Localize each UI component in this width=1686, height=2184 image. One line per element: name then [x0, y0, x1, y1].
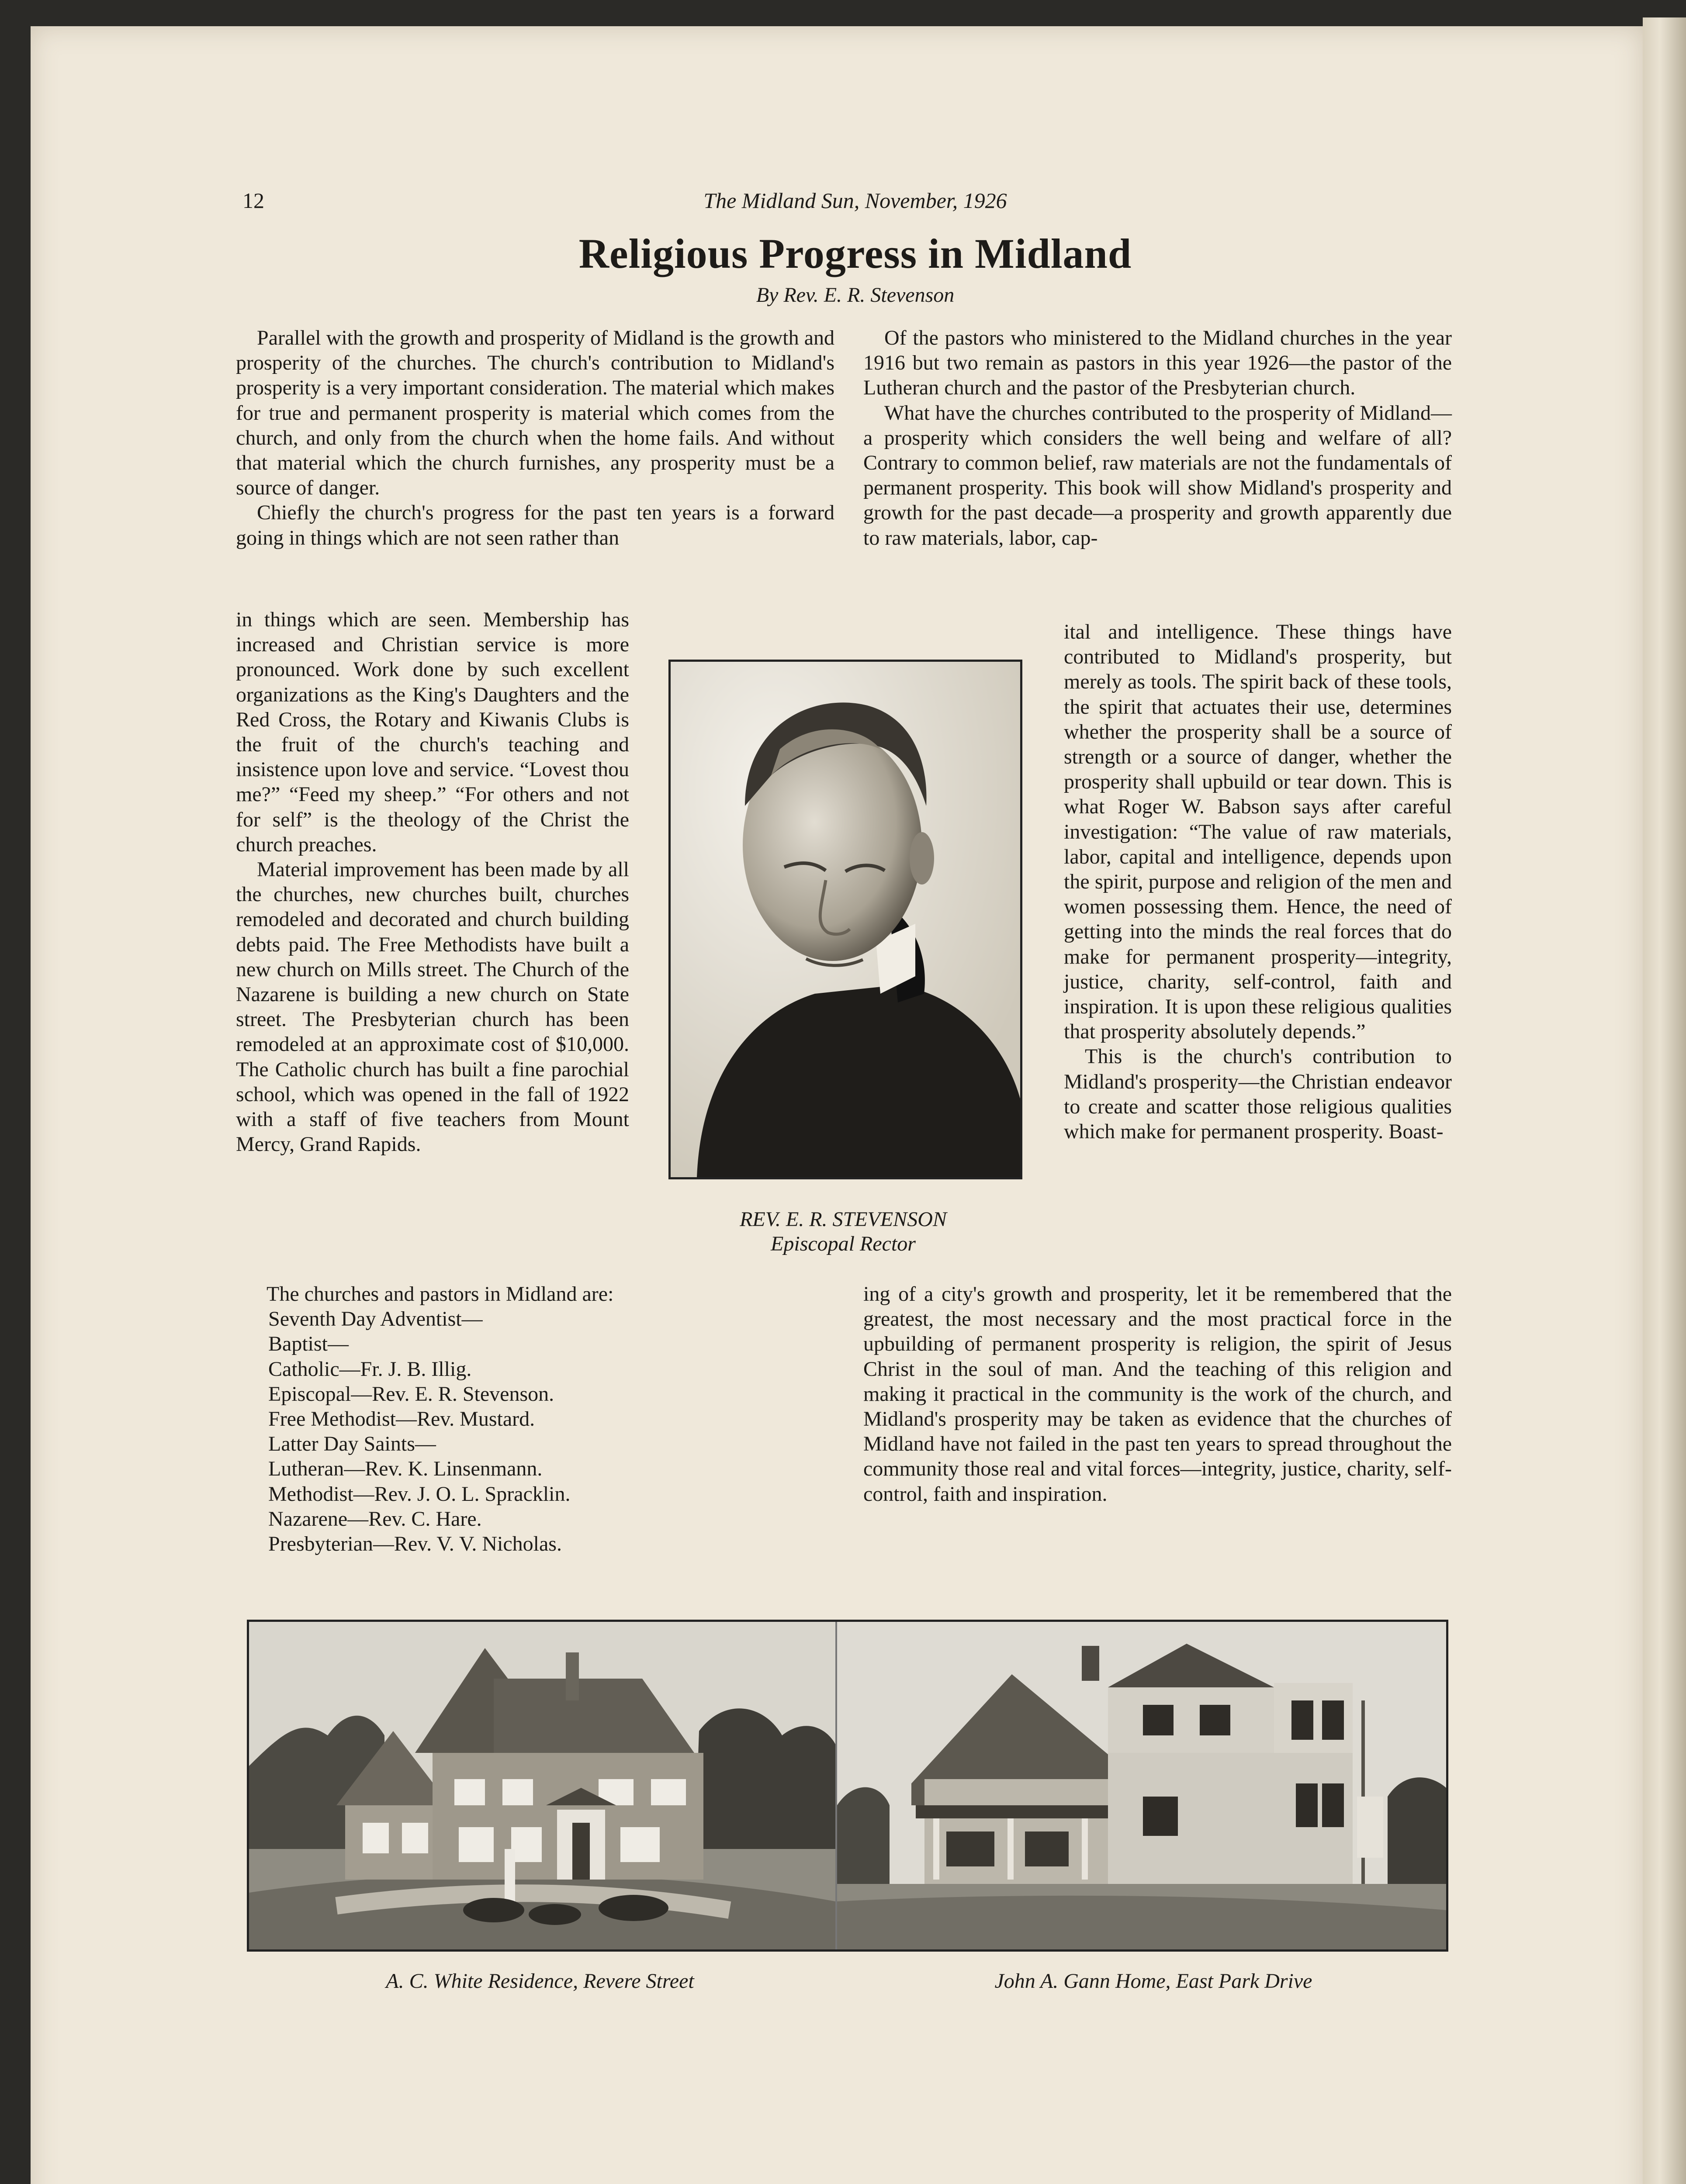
portrait-caption-title: Episcopal Rector — [771, 1232, 916, 1255]
church-list-item: Seventh Day Adventist— — [268, 1307, 483, 1331]
byline: By Rev. E. R. Stevenson — [756, 283, 955, 307]
portrait-caption-name: REV. E. R. STEVENSON — [740, 1208, 947, 1231]
portrait-photo — [668, 660, 1022, 1179]
gann-home-image — [837, 1622, 1446, 1949]
church-list-item: Latter Day Saints— — [268, 1432, 436, 1456]
right-photo-caption: John A. Gann Home, East Park Drive — [994, 1970, 1312, 1993]
paragraph: Of the pastors who ministered to the Midland churches in the year 1916 but two remain as pastors in this year 1926—the pastor of the Lutheran church and the pastor of the Presbyterian church. — [863, 326, 1452, 400]
paragraph: This is the church's contribution to Midland's prosperity—the Christian endeavor to create and scatter those religious qualities which make for permanent prosperity. Boast- — [1064, 1045, 1452, 1144]
church-list-item: Presbyterian—Rev. V. V. Nicholas. — [268, 1532, 562, 1556]
church-list-item: Nazarene—Rev. C. Hare. — [268, 1507, 482, 1531]
page-number: 12 — [242, 188, 264, 213]
left-photo-caption: A. C. White Residence, Revere Street — [386, 1970, 694, 1993]
page-edge — [1643, 17, 1686, 2184]
portrait-caption — [634, 1207, 1053, 1256]
paragraph: What have the churches contributed to the prosperity of Midland—a prosperity which considers the well being and welfare of all? Contrary to common belief, raw materials are not the fundamentals of permanent prosperity. This book will show Midland's prosperity and growth for the past decade—a prosperity and growth apparently due to raw materials, labor, cap- — [863, 401, 1452, 549]
church-list-item: Episcopal—Rev. E. R. Stevenson. — [268, 1382, 554, 1406]
running-head — [242, 188, 1468, 218]
church-list-item: Lutheran—Rev. K. Linsenmann. — [268, 1457, 543, 1481]
right-column-bottom — [863, 1282, 1452, 1507]
paragraph-continued: in things which are seen. Membership has increased and Christian service is more pronounced. Work done by such excellent organizations as the King's Daughters and the Red Cross, the Rotary and Kiwanis Clubs is the fruit of the church's teaching and insistence upon love and service. “Lovest thou me?” “Feed my sheep.” “For others and not for self” is the theology of the Christ the church preaches. — [236, 608, 629, 856]
article-title: Religious Progress in Midland — [578, 230, 1132, 277]
paragraph: Material improvement has been made by all the churches, new churches built, churches remodeled and decorated and church building debts paid. The Free Methodists have built a new church on Mills street. The Church of the Nazarene is building a new church on State street. The Presbyterian church has been remodeled at an approximate cost of $10,000. The Catholic church has built a fine parochial school, which was opened in the fall of 1922 with a staff of five teachers from Mount Mercy, Grand Rapids. — [236, 858, 629, 1156]
white-residence-image — [249, 1622, 835, 1949]
paragraph-continued: ing of a city's growth and prosperity, let it be remembered that the greatest, the most necessary and the most practical force in the upbuilding of permanent prosperity is religion, the spirit of Jesus Christ in the soul of man. And the teaching of this religion and making it practical in the community is the work of the church, and Midland's prosperity may be taken as evidence that the churches of Midland have not failed in the past ten years to spread throughout the community those real and vital forces—integrity, justice, charity, self-control, faith and inspiration. — [863, 1282, 1452, 1506]
paragraph-continued: ital and intelligence. These things have contributed to Midland's prosperity, but merely as tools. The spirit back of these tools, the spirit that actuates their use, determines whether the prosperity shall be a source of strength or a source of danger, whether the prosperity shall upbuild or tear down. This is what Roger W. Babson says after careful investigation: “The value of raw materials, labor, capital and intelligence, depends upon the spirit, purpose and religion of the men and women possessing them. Hence, the need of getting into the minds the real forces that do make for permanent prosperity—integrity, justice, charity, self-control, faith and inspiration. It is upon these religious qualities that prosperity absolutely depends.” — [1064, 620, 1452, 1044]
right-column-top — [863, 325, 1452, 550]
house-photos — [247, 1620, 1448, 1952]
church-list-item: Free Methodist—Rev. Mustard. — [268, 1407, 535, 1431]
church-list-item: Catholic—Fr. J. B. Illig. — [268, 1357, 472, 1381]
left-column-top — [236, 325, 834, 550]
church-list-item: Methodist—Rev. J. O. L. Spracklin. — [268, 1482, 571, 1506]
church-directory — [236, 1282, 848, 1556]
publication-title: The Midland Sun, November, 1926 — [703, 188, 1007, 213]
portrait-image — [671, 662, 1020, 1177]
paragraph: Parallel with the growth and prosperity of Midland is the growth and prosperity of the churches. The church's contribution to Midland's prosperity is a very important consideration. The material which makes for true and permanent prosperity is material which comes from the church, and only from the church when the home fails. And without that material which the church furnishes, any prosperity must be a source of danger. — [236, 326, 834, 500]
gann-home-photo — [835, 1622, 1446, 1949]
right-column-wrap — [1064, 619, 1452, 1144]
white-residence-photo — [249, 1622, 835, 1949]
paragraph: Chiefly the church's progress for the past ten years is a forward going in things which are not seen rather than — [236, 501, 834, 549]
church-list-item: Baptist— — [268, 1332, 349, 1356]
left-column-wrap — [236, 607, 629, 1157]
church-directory-heading: The churches and pastors in Midland are: — [267, 1282, 614, 1306]
